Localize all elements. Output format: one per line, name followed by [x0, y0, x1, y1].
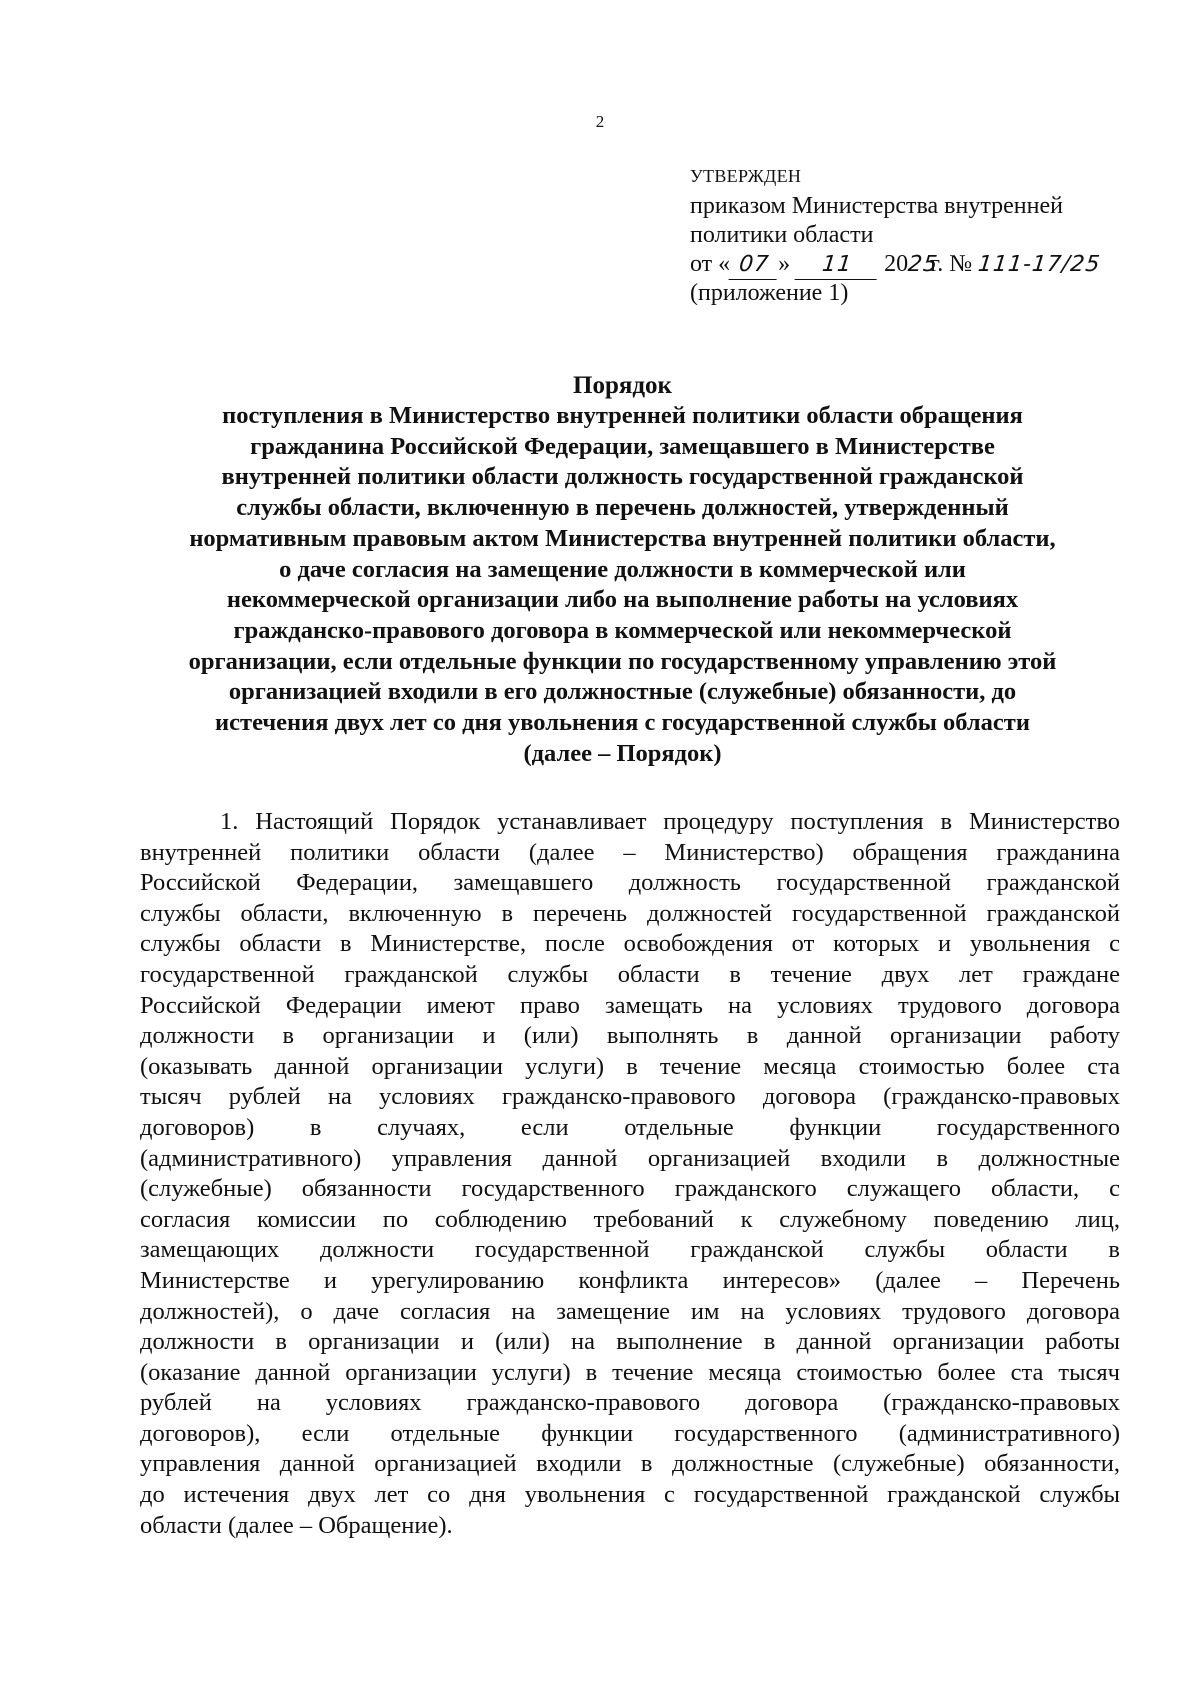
- title-line: некоммерческой организации либо на выполнение работы на условиях: [226, 586, 1019, 614]
- body-line: должностей), о даче согласия на замещение им на условиях трудового договора: [140, 1297, 1120, 1325]
- title-line: гражданина Российской Федерации, замещавшего в Министерстве: [250, 432, 995, 460]
- title-line: гражданско-правового договора в коммерческой или некоммерческой: [233, 616, 1012, 644]
- handwritten-year: 25: [906, 252, 940, 277]
- body-line: Российской Федерации, замещавшего должность государственной гражданской: [140, 869, 1120, 897]
- body-line: 1. Настоящий Порядок устанавливает процедуру поступления в Министерство: [220, 808, 1120, 835]
- title-subtitle: [135, 401, 1110, 769]
- number-label: г. №: [930, 251, 973, 277]
- handwritten-month: 11: [795, 252, 880, 280]
- body-line: (служебные) обязанности государственного гражданского служащего области, с: [140, 1175, 1120, 1203]
- title-line: поступления в Министерство внутренней политики области обращения: [222, 402, 1023, 429]
- body-line: договоров), если отдельные функции государственного (административного): [140, 1419, 1120, 1447]
- body-line: тысяч рублей на условиях гражданско-правового договора (гражданско-правовых: [140, 1083, 1120, 1111]
- body-line: Министерстве и урегулированию конфликта интересов» (далее – Перечень: [140, 1266, 1120, 1294]
- title-line: нормативным правовым актом Министерства внутренней политики области,: [189, 524, 1056, 552]
- approval-stamp: [690, 163, 1160, 308]
- paragraph-1: [140, 807, 1120, 1541]
- title-line: организацией входили в его должностные (служебные) обязанности, до: [228, 678, 1017, 706]
- approval-date-line: [690, 250, 1160, 279]
- approval-order-line: приказом Министерства внутренней: [690, 193, 1063, 219]
- body-line: (оказание данной организации услуги) в течение месяца стоимостью более ста тысяч: [140, 1358, 1120, 1386]
- approval-title: УТВЕРЖДЕН: [690, 166, 802, 186]
- body-line: должности в организации и (или) выполнять в данной организации работу: [140, 1022, 1120, 1050]
- body-line: (административного) управления данной организацией входили в должностные: [140, 1144, 1120, 1172]
- body-line: службы области в Министерстве, после освобождения от которых и увольнения с: [140, 930, 1120, 958]
- body-line: управления данной организацией входили в должностные (служебные) обязанности,: [140, 1450, 1120, 1478]
- body-line: рублей на условиях гражданско-правового договора (гражданско-правовых: [140, 1389, 1120, 1417]
- body-line: должности в организации и (или) на выполнение в данной организации работы: [140, 1328, 1120, 1356]
- body-line: государственной гражданской службы области в течение двух лет граждане: [140, 960, 1120, 988]
- body-line: области (далее – Обращение).: [140, 1511, 453, 1539]
- title-line: организации, если отдельные функции по государственному управлению этой: [188, 647, 1057, 675]
- title-line: внутренней политики области должность государственной гражданской: [221, 463, 1024, 491]
- body-line: внутренней политики области (далее – Министерство) обращения гражданина: [140, 838, 1120, 866]
- body-line: Российской Федерации имеют право замещать на условиях трудового договора: [140, 991, 1120, 1019]
- title-line: службы области, включенную в перечень должностей, утвержденный: [236, 494, 1009, 522]
- page-number: 2: [595, 112, 605, 131]
- date-quote-close: »: [778, 251, 791, 277]
- body-line: замещающих должности государственной гражданской службы области в: [140, 1236, 1120, 1264]
- approval-appendix: (приложение 1): [690, 280, 849, 306]
- title-line: истечения двух лет со дня увольнения с государственной службы области: [215, 709, 1030, 737]
- body-line: согласия комиссии по соблюдению требований к служебному поведению лиц,: [140, 1205, 1120, 1233]
- date-prefix: от «: [690, 251, 731, 277]
- title-line: (далее – Порядок): [523, 739, 722, 767]
- handwritten-order-number: 111-17/25: [977, 252, 1102, 277]
- body-line: до истечения двух лет со дня увольнения с государственной гражданской службы: [140, 1481, 1120, 1509]
- title-line: о даче согласия на замещение должности в коммерческой или: [279, 555, 966, 583]
- title-heading: Порядок: [573, 372, 672, 399]
- year-prefix: 20: [884, 251, 909, 277]
- body-line: службы области, включенную в перечень должностей государственной гражданской: [140, 899, 1120, 927]
- approval-ministry-line: политики области: [690, 222, 874, 248]
- handwritten-day: 07: [729, 252, 780, 280]
- body-line: (оказывать данной организации услуги) в течение месяца стоимостью более ста: [140, 1052, 1120, 1080]
- body-line: договоров) в случаях, если отдельные функции государственного: [140, 1113, 1120, 1141]
- document-title: [135, 371, 1110, 769]
